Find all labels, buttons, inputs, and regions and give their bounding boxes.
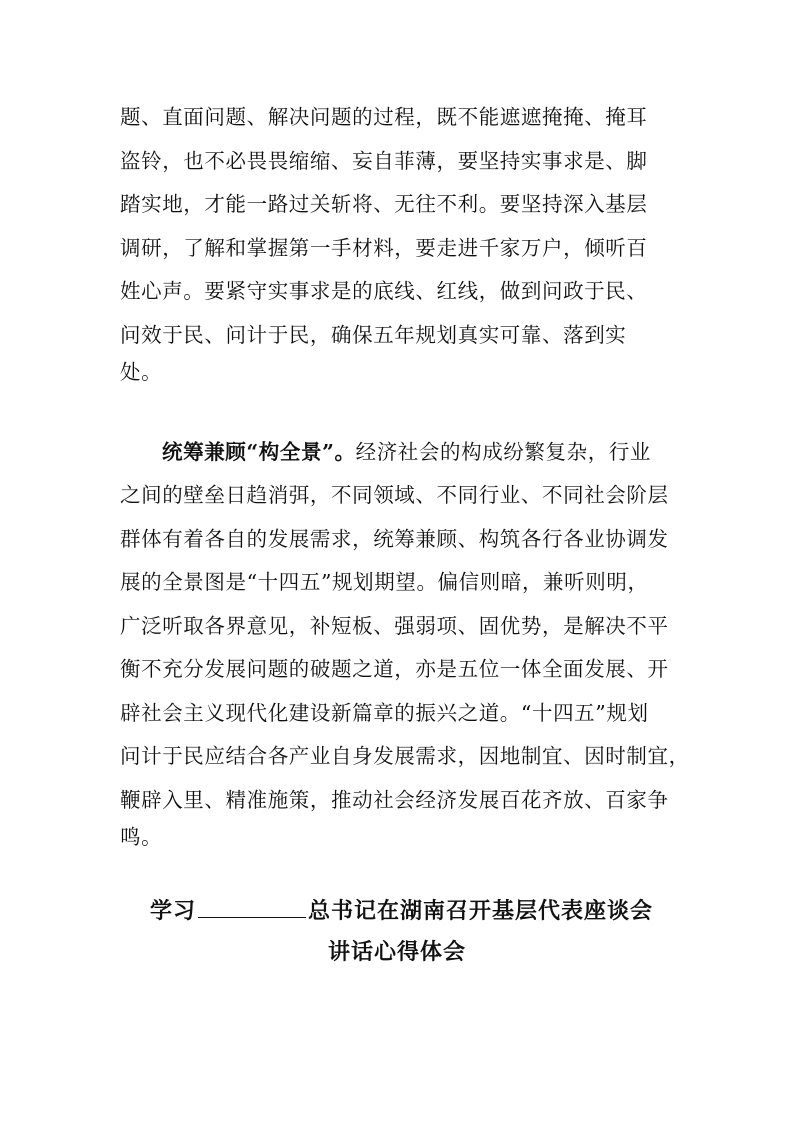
body-text-line: 调研，了解和掌握第一手材料，要走进千家万户，倾听百 bbox=[120, 236, 648, 260]
body-text-line: 衡不充分发展问题的破题之道，亦是五位一体全面发展、开 bbox=[120, 657, 669, 681]
body-text-line: 鞭辟入里、精准施策，推动社会经济发展百花齐放、百家争 bbox=[120, 788, 669, 812]
body-text-line: 姓心声。要紧守实事求是的底线、红线，做到问政于民、 bbox=[120, 279, 648, 303]
body-text-span: 经济社会的构成纷繁复杂，行业 bbox=[355, 440, 651, 464]
body-text-line: 鸣。 bbox=[120, 825, 163, 849]
body-text-line: 问计于民应结合各产业自身发展需求，因地制宜、因时制宜， bbox=[120, 744, 690, 768]
title-suffix: 总书记在湖南召开基层代表座谈会 bbox=[308, 898, 654, 924]
body-text-line: 题、直面问题、解决问题的过程，既不能遮遮掩掩、掩耳 bbox=[120, 105, 648, 129]
paragraph-first-line bbox=[162, 438, 651, 466]
body-text-line: 广泛听取各界意见，补短板、强弱项、固优势，是解决不平 bbox=[120, 614, 669, 638]
body-text-line: 展的全景图是“十四五”规划期望。偏信则暗，兼听则明， bbox=[120, 570, 649, 594]
body-text-line: 辟社会主义现代化建设新篇章的振兴之道。“十四五”规划 bbox=[120, 701, 649, 725]
article-title-line-2: 讲话心得体会 bbox=[328, 939, 467, 965]
title-prefix: 学习 bbox=[150, 898, 197, 924]
body-text-line: 群体有着各自的发展需求，统筹兼顾、构筑各行各业协调发 bbox=[120, 527, 669, 551]
body-text-line: 问效于民、问计于民，确保五年规划真实可靠、落到实 bbox=[120, 323, 627, 347]
body-text-line: 踏实地，才能一路过关斩将、无往不利。要坚持深入基层 bbox=[120, 192, 648, 216]
body-text-line: 盗铃，也不必畏畏缩缩、妄自菲薄，要坚持实事求是、脚 bbox=[120, 149, 648, 173]
article-title-line-1 bbox=[150, 895, 653, 926]
paragraph-lead-heading: 统筹兼顾“构全景”。 bbox=[162, 440, 356, 464]
body-text-line: 之间的壁垒日趋消弭，不同领域、不同行业、不同社会阶层 bbox=[120, 483, 669, 507]
body-text-line: 处。 bbox=[120, 360, 163, 384]
title-blank-underline bbox=[198, 895, 306, 918]
